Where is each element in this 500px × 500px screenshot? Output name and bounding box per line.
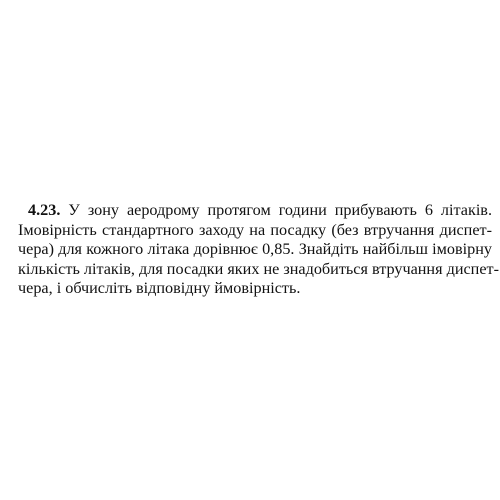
problem-text [18, 201, 499, 299]
problem-line-5: чера, і обчисліть відповідну ймовірність. [18, 279, 301, 297]
problem-line-1 [18, 201, 492, 221]
problem-line-3: чера) для кожного літака дорівнює 0,85. Знайдіть найбільш імовірну [18, 240, 492, 258]
problem-line-1-text: У зону аеродрому протягом години прибувають 6 літаків. [68, 201, 493, 219]
problem-line-4: кількість літаків, для посадки яких не знадобиться втручання диспет- [18, 259, 499, 278]
problem-number: 4.23. [28, 201, 61, 219]
problem-line-2: Імовірність стандартного заходу на посадку (без втручання диспет- [18, 220, 492, 239]
